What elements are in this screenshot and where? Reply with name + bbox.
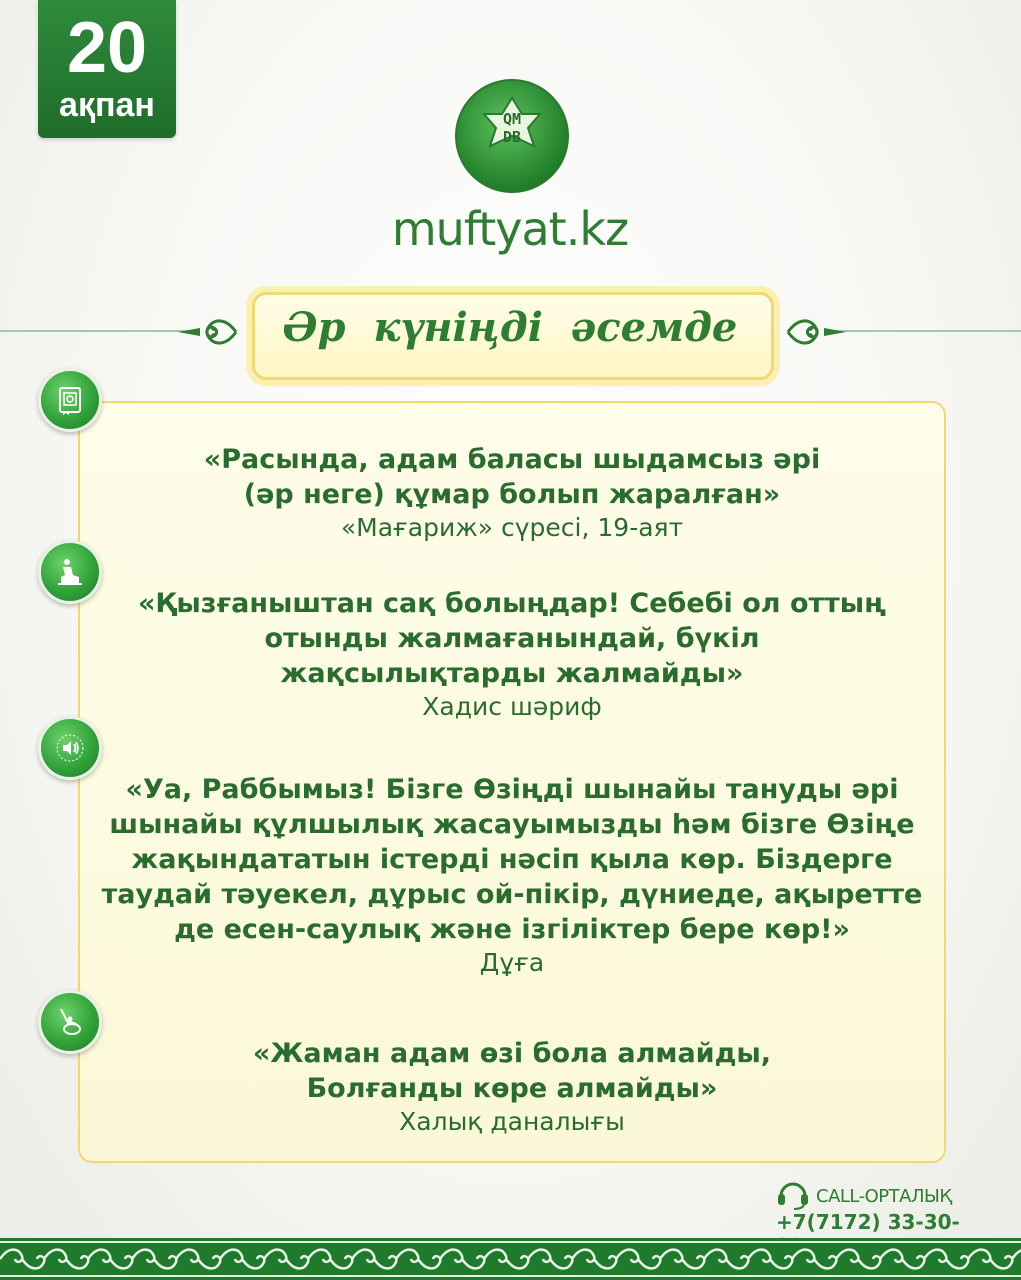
footer-ornament-curl [660,1250,704,1269]
footer-ornament-curl [176,1250,220,1269]
quran-book-icon[interactable] [38,368,102,432]
speaker-icon[interactable] [38,716,102,780]
site-name[interactable]: muftyat.kz [391,202,629,256]
footer-ornament-curl [352,1250,396,1269]
date-day: 20 [66,8,148,88]
banner-title: Әр күніңді әсемде [282,304,738,351]
quote-line: отынды жалмағанындай, бүкіл [264,623,760,654]
quote-line: жақындататын істерді нәсіп қыла көр. Біздерге [131,844,893,875]
dombra-icon[interactable] [38,990,102,1054]
date-badge [38,0,176,138]
footer-ornament-curl [748,1250,792,1269]
praying-person-glyph [55,557,85,587]
footer-ornament-curl [836,1250,880,1269]
footer-ornament-curl [1012,1250,1021,1269]
footer-ornament-curl [572,1250,616,1269]
quote-source: Дұға [479,948,545,977]
headset-icon [776,1178,810,1210]
ornament-right-icon [786,310,846,354]
quote-source: Халық даналығы [399,1107,625,1136]
quote-block-proverb [100,1036,924,1138]
footer-ornament-band [0,1238,1021,1280]
footer-ornament-curl [528,1250,572,1269]
quote-line: «Жаман адам өзі бола алмайды, [252,1038,772,1069]
quote-line: де есен-саулық және ізгіліктер бере көр!» [174,914,850,945]
footer-ornament-curl [0,1250,44,1269]
quote-block-quran [100,442,924,544]
banner-line-right [830,330,1021,332]
footer-ornament-curl [616,1250,660,1269]
footer-ornament-curl [88,1250,132,1269]
date-month: ақпан [59,86,155,124]
banner-line-left [0,330,190,332]
quote-line: шынайы құлшылық жасауымызды һәм бізге Өзіңе [109,809,915,840]
footer-ornament-curl [220,1250,264,1269]
dombra-glyph [55,1007,85,1037]
footer-ornament-curl [792,1250,836,1269]
quote-line: «Уа, Раббымыз! Бізге Өзіңді шынайы тануды әрі [125,774,899,805]
logo-text-bottom: DB [502,128,522,146]
qmdb-logo[interactable] [452,78,572,194]
footer-ornament-curl [132,1250,176,1269]
quote-line: таудай тәуекел, дұрыс ой-пікір, дүниеде, ақыретте [101,879,923,910]
quote-line: «Қызғаныштан сақ болыңдар! Себебі ол оттың [137,588,887,619]
call-center[interactable] [776,1178,976,1234]
quote-block-hadith [100,586,924,723]
quote-line: «Расында, адам баласы шыдамсыз әрі [203,444,821,475]
speaker-glyph [55,733,85,763]
footer-ornament-curl [440,1250,484,1269]
footer-ornament-curl [924,1250,968,1269]
quran-book-glyph [55,385,85,415]
footer-ornament-curl [880,1250,924,1269]
call-number[interactable]: +7(7172) 33-30- [776,1210,960,1234]
quote-line: Болғанды көре алмайды» [306,1073,718,1104]
qmdb-logo-icon [452,78,572,194]
quote-block-dua [100,772,924,979]
quote-source: «Мағариж» сүресі, 19-аят [340,513,684,542]
footer-ornament-curl [704,1250,748,1269]
footer-ornament-curl [968,1250,1012,1269]
footer-ornament-curl [264,1250,308,1269]
footer-ornament-icon [0,1238,1021,1280]
praying-person-icon[interactable] [38,540,102,604]
quote-line: жақсылықтарды жалмайды» [280,658,744,689]
call-label: CALL-ОРТАЛЫҚ [816,1186,952,1207]
ornament-left-icon [178,310,238,354]
footer-ornament-curl [308,1250,352,1269]
quote-line: (әр неге) құмар болып жаралған» [243,479,781,510]
footer-ornament-curl [396,1250,440,1269]
banner [232,286,788,380]
footer-ornament-curl [44,1250,88,1269]
logo-text-top: QM [502,110,522,128]
quote-source: Хадис шәриф [422,692,602,721]
footer-ornament-curl [484,1250,528,1269]
